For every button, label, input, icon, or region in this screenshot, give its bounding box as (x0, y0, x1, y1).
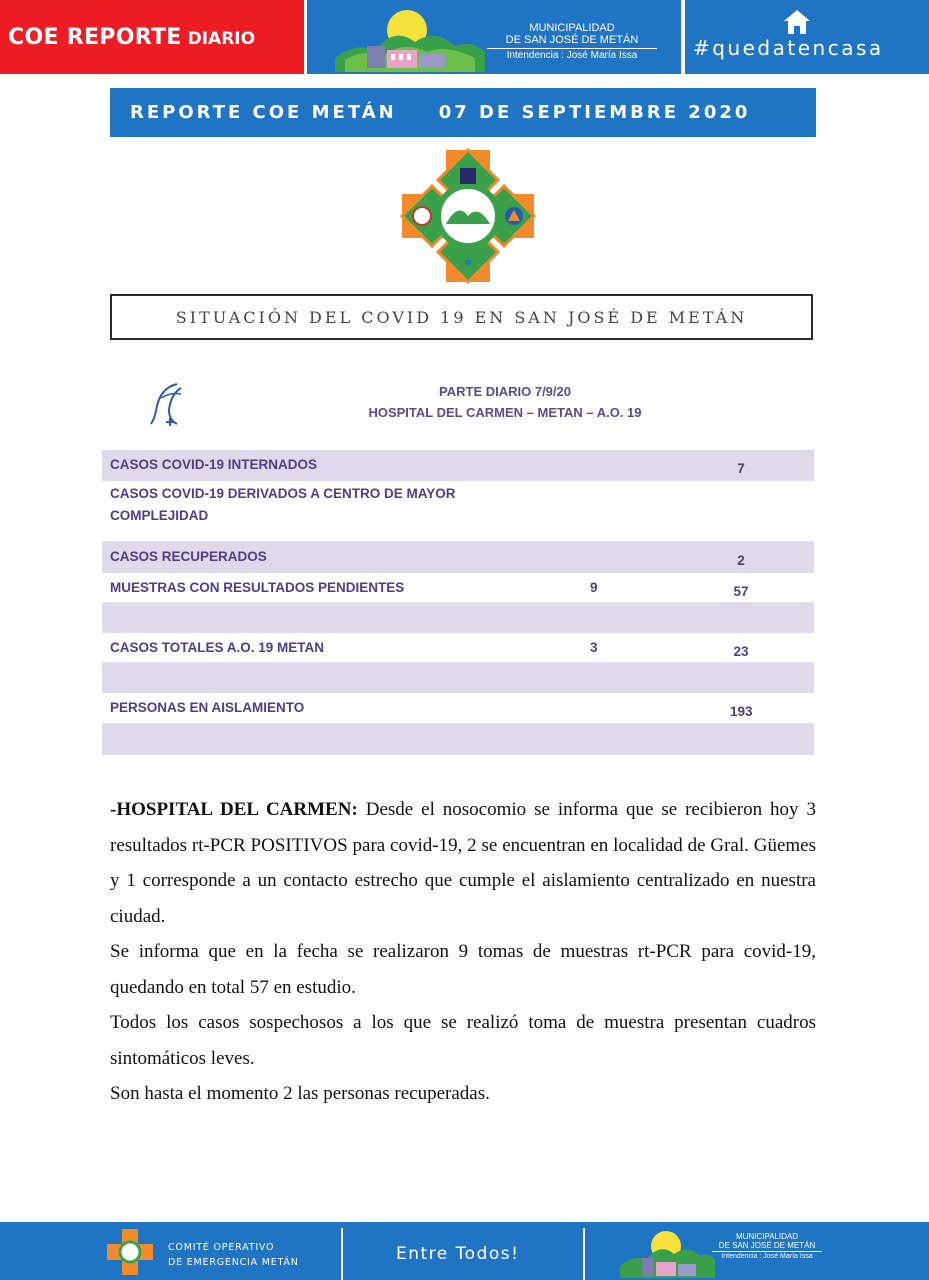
report-title-bar (110, 88, 816, 137)
table-row (102, 693, 814, 724)
coe-report-banner (0, 0, 304, 74)
muni-line2: DE SAN JOSÉ DE METÁN (487, 34, 657, 49)
row-label: CASOS TOTALES A.O. 19 METAN (110, 640, 325, 655)
row-value-2: 23 (733, 644, 749, 659)
row-label: CASOS RECUPERADOS (110, 549, 267, 564)
page-footer (0, 1222, 929, 1280)
municipality-banner (307, 0, 681, 74)
hashtag-text: #quedatencasa (693, 36, 884, 60)
table-row (102, 450, 814, 481)
report-date: 07 DE SEPTIEMBRE 2020 (438, 102, 751, 123)
row-label: PERSONAS EN AISLAMIENTO (110, 700, 305, 715)
footer-muni-line1: MUNICIPALIDAD (735, 1232, 799, 1241)
footer-slogan: Entre Todos! (396, 1244, 520, 1264)
situacion-title: SITUACIÓN DEL COVID 19 EN SAN JOSÉ DE METÁN (175, 307, 748, 327)
table-row (102, 481, 814, 542)
svg-text:✱: ✱ (463, 258, 473, 269)
footer-comite-line2: DE EMERGENCIA METÁN (168, 1257, 299, 1268)
table-row (102, 724, 814, 755)
footer-divider (341, 1228, 343, 1280)
paragraph-sospechosos: Todos los casos sospechosos a los que se realizó toma de muestra presentan cuadros sintomáticos leves. (110, 1012, 816, 1069)
footer-muni-line3: Intendencia : José María Issa (721, 1253, 813, 1260)
row-value-2: 57 (733, 584, 749, 599)
page-header (0, 0, 929, 74)
table-row (102, 663, 814, 693)
coe-label: COE REPORTE (8, 24, 182, 50)
hospital-heading: -HOSPITAL DEL CARMEN: (110, 799, 358, 820)
row-value-2: 2 (737, 553, 745, 568)
row-label: CASOS COVID-19 INTERNADOS (110, 457, 318, 472)
footer-municipality-text (712, 1232, 822, 1261)
row-value-2: 7 (737, 461, 745, 476)
report-body (110, 792, 816, 1112)
municipality-text (487, 22, 657, 62)
row-value-1: 3 (590, 640, 598, 655)
parte-line1: PARTE DIARIO 7/9/20 (439, 384, 571, 399)
parte-line2: HOSPITAL DEL CARMEN – METAN – A.O. 19 (368, 405, 642, 420)
paragraph-recuperados: Son hasta el momento 2 las personas recuperadas. (110, 1083, 490, 1104)
row-value-2: 193 (730, 704, 753, 719)
footer-comite-line1: COMITÉ OPERATIVO (168, 1242, 275, 1253)
parte-table (102, 450, 814, 755)
row-label: CASOS COVID-19 DERIVADOS A CENTRO DE MAYOR COMPLEJIDAD (110, 486, 456, 523)
paragraph-hospital (110, 792, 816, 934)
footer-comite (168, 1240, 299, 1270)
footer-divider (583, 1228, 585, 1280)
table-row (102, 603, 814, 633)
table-row (102, 573, 814, 603)
table-row (102, 633, 814, 663)
parte-diario-title (300, 381, 710, 423)
coe-emblem-logo (398, 146, 538, 286)
coe-footer-emblem (106, 1228, 154, 1276)
hospital-logo (147, 380, 193, 428)
footer-municipality-logo (620, 1226, 715, 1278)
row-label: MUESTRAS CON RESULTADOS PENDIENTES (110, 580, 405, 595)
situacion-box (110, 294, 813, 340)
muni-line3: Intendencia : José María Issa (506, 50, 638, 61)
footer-muni-line2: DE SAN JOSÉ DE METÁN (712, 1241, 822, 1252)
home-icon (783, 8, 811, 36)
coe-label-small: DIARIO (187, 29, 256, 49)
report-title: REPORTE COE METÁN (130, 102, 397, 123)
hospital-text: Desde el nosocomio se informa que se recibieron hoy 3 resultados rt-PCR POSITIVOS para covid-19, 2 se encuentran en localidad de Gral. Güemes y 1 corresponde a un contacto estrecho que cumple el aislamiento centralizado en nuestra ciudad. (110, 799, 816, 927)
table-row (102, 542, 814, 573)
muni-line1: MUNICIPALIDAD (529, 22, 615, 34)
paragraph-muestras: Se informa que en la fecha se realizaron 9 tomas de muestras rt-PCR para covid-19, quedando en total 57 en estudio. (110, 941, 816, 998)
row-value-1: 9 (590, 580, 598, 595)
municipality-logo-image (335, 6, 485, 72)
hashtag-banner (685, 0, 929, 74)
